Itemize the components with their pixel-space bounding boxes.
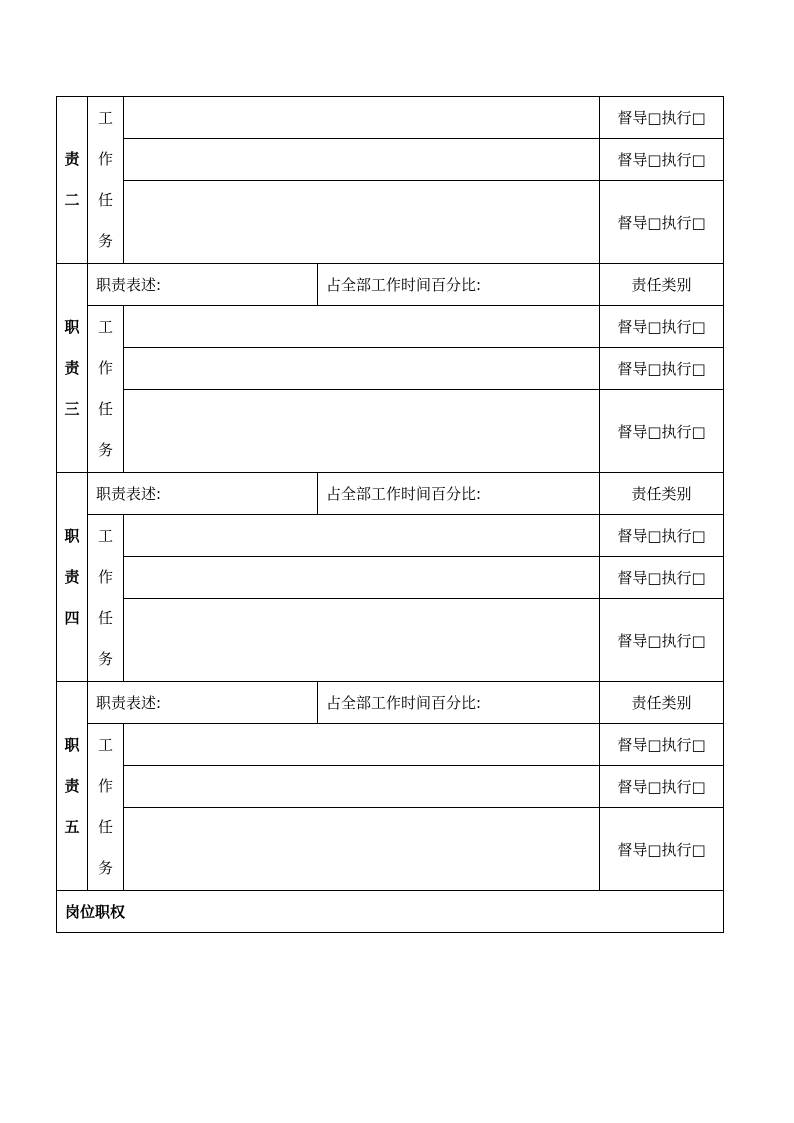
task-input[interactable]: [124, 515, 600, 557]
authority-row: [57, 891, 724, 933]
duty-description-field[interactable]: 职责表述:: [88, 473, 318, 515]
section-label-4: 职 责 四: [57, 473, 88, 682]
category-header: 责任类别: [600, 473, 724, 515]
duty-header-row: [57, 264, 724, 306]
task-label: 工 作 任 务: [88, 724, 124, 891]
task-category-option[interactable]: 督导□执行□: [600, 181, 724, 264]
time-percentage-field[interactable]: 占全部工作时间百分比:: [318, 264, 600, 306]
task-input[interactable]: [124, 97, 600, 139]
task-row: [57, 390, 724, 473]
task-input[interactable]: [124, 724, 600, 766]
task-input[interactable]: [124, 557, 600, 599]
task-category-option[interactable]: 督导□执行□: [600, 599, 724, 682]
task-category-option[interactable]: 督导□执行□: [600, 390, 724, 473]
task-row: [57, 139, 724, 181]
time-percentage-field[interactable]: 占全部工作时间百分比:: [318, 682, 600, 724]
duty-header-row: [57, 473, 724, 515]
task-row: [57, 181, 724, 264]
time-percentage-field[interactable]: 占全部工作时间百分比:: [318, 473, 600, 515]
task-row: [57, 766, 724, 808]
section-label-2: [57, 97, 88, 264]
task-category-option[interactable]: 督导□执行□: [600, 808, 724, 891]
task-row: [57, 515, 724, 557]
task-input[interactable]: [124, 390, 600, 473]
duty-description-field[interactable]: 职责表述:: [88, 264, 318, 306]
task-input[interactable]: [124, 599, 600, 682]
category-header: 责任类别: [600, 264, 724, 306]
section-char: 责: [64, 150, 80, 168]
task-category-option[interactable]: 督导□执行□: [600, 515, 724, 557]
duty-description-field[interactable]: 职责表述:: [88, 682, 318, 724]
job-duties-table: [56, 96, 724, 933]
task-category-option[interactable]: 督导□执行□: [600, 766, 724, 808]
task-label: 工 作 任 务: [88, 306, 124, 473]
task-row: [57, 557, 724, 599]
task-input[interactable]: [124, 808, 600, 891]
category-header: 责任类别: [600, 682, 724, 724]
task-row: [57, 808, 724, 891]
task-label: 工 作 任 务: [88, 515, 124, 682]
task-input[interactable]: [124, 139, 600, 181]
section-label-3: 职 责 三: [57, 264, 88, 473]
form-sheet: [56, 96, 724, 933]
task-category-option[interactable]: 督导□执行□: [600, 348, 724, 390]
duty-header-row: [57, 682, 724, 724]
task-input[interactable]: [124, 348, 600, 390]
task-row: [57, 724, 724, 766]
task-row: [57, 306, 724, 348]
task-row: [57, 97, 724, 139]
section-char: 二: [64, 191, 80, 209]
task-row: [57, 599, 724, 682]
task-input[interactable]: [124, 181, 600, 264]
task-category-option[interactable]: 督导□执行□: [600, 724, 724, 766]
task-category-option[interactable]: 督导□执行□: [600, 139, 724, 181]
task-input[interactable]: [124, 306, 600, 348]
task-category-option[interactable]: 督导□执行□: [600, 557, 724, 599]
job-authority-label: 岗位职权: [57, 891, 724, 933]
task-row: [57, 348, 724, 390]
task-category-option[interactable]: 督导□执行□: [600, 306, 724, 348]
task-input[interactable]: [124, 766, 600, 808]
task-label: 工 作 任 务: [88, 97, 124, 264]
task-category-option[interactable]: 督导□执行□: [600, 97, 724, 139]
section-label-5: 职 责 五: [57, 682, 88, 891]
